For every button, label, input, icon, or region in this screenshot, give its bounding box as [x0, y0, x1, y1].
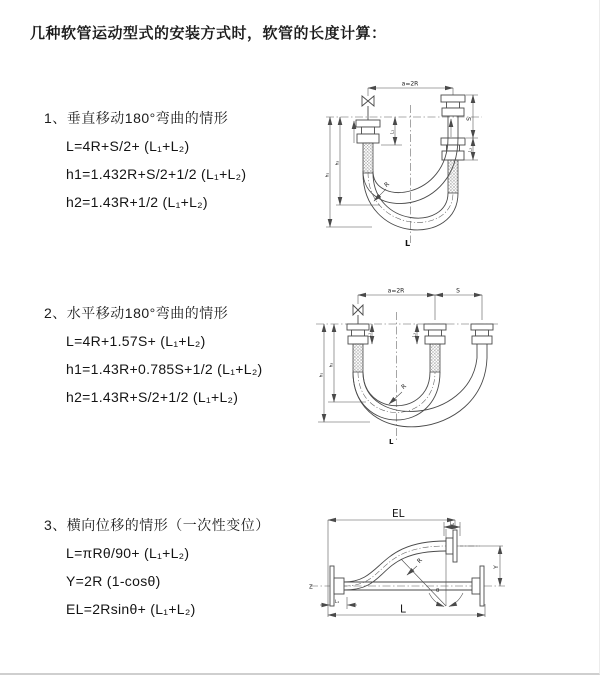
label-y: Y — [493, 565, 500, 569]
extension-ticks-top — [358, 295, 482, 320]
fitting-stub — [334, 578, 344, 594]
pipe-tube — [477, 344, 487, 358]
label-h2: h₂ — [329, 362, 335, 368]
extension-ticks-left — [318, 402, 370, 422]
displaced-hose-position — [344, 530, 457, 590]
radius-leader — [389, 392, 402, 404]
flange-plate — [480, 566, 484, 606]
right-pipe-assembly — [441, 95, 465, 193]
valve-icon — [362, 96, 374, 106]
diagram-horizontal-180-bend — [310, 280, 510, 450]
formula-y: Y=2R (1-cosθ) — [66, 573, 161, 589]
formula-length: L=4R+1.57S+ (L₁+L₂) — [66, 333, 206, 349]
flange-plate — [424, 324, 446, 330]
fitting-stub — [446, 538, 453, 554]
label-anchor-z: Z — [309, 584, 313, 591]
label-s: S — [456, 287, 460, 295]
flange-plate — [471, 324, 493, 330]
fitting-nut — [357, 134, 379, 143]
flange-plate — [356, 120, 380, 127]
label-l1: L₁ — [390, 129, 396, 135]
angle-arrow-right — [449, 593, 463, 607]
formula-h2: h2=1.43R+S/2+1/2 (L₁+L₂) — [66, 389, 239, 405]
fitting-nut-upper — [442, 108, 464, 116]
section-2-heading: 2、水平移动180°弯曲的情形 — [44, 305, 229, 321]
label-l2: L₂ — [468, 147, 474, 153]
radius-callout — [407, 557, 424, 575]
section-vertical-movement — [44, 110, 246, 210]
formula-h1: h1=1.43R+0.785S+1/2 (L₁+L₂) — [66, 361, 263, 377]
fitting-neck — [476, 330, 489, 336]
fitting-stub — [472, 578, 480, 594]
label-l2: L₂ — [449, 522, 455, 527]
label-radius-r: R — [400, 382, 408, 391]
extension-lines — [328, 520, 503, 617]
braid-section — [430, 344, 440, 372]
fitting-neck — [429, 330, 442, 336]
formula-length: L=πRθ/90+ (L₁+L₂) — [66, 545, 190, 561]
braid-section — [363, 143, 373, 173]
fitting-nut — [348, 336, 368, 344]
label-l2: L₂ — [412, 332, 418, 338]
braid-section — [448, 160, 458, 193]
label-a-equals-2r: a=2R — [387, 287, 405, 295]
section-lateral-displacement — [44, 517, 270, 617]
label-l1: L₁ — [334, 600, 340, 605]
label-radius-r: R — [383, 180, 391, 189]
section-horizontal-movement — [44, 305, 263, 405]
label-length-l: L — [389, 438, 394, 446]
braid-section — [353, 344, 363, 372]
middle-pipe-assembly — [424, 324, 446, 372]
label-h2: h₂ — [335, 160, 341, 166]
section-1-heading: 1、垂直移动180°弯曲的情形 — [44, 110, 229, 126]
page-title: 几种软管运动型式的安装方式时，软管的长度计算： — [30, 25, 387, 42]
hose-u-curves — [353, 358, 487, 427]
angle-arrow-left — [429, 593, 444, 607]
formula-el: EL=2Rsinθ+ (L₁+L₂) — [66, 601, 196, 617]
left-pipe-assembly — [347, 305, 369, 372]
valve-icon — [353, 305, 363, 315]
flange-plate — [330, 566, 334, 606]
fitting-nut — [472, 336, 492, 344]
centerlines — [326, 105, 482, 243]
hose-wall-curve — [344, 541, 446, 582]
radius-leader — [407, 566, 417, 575]
flange-plate — [453, 530, 457, 562]
fitting-neck-upper — [447, 102, 460, 108]
label-length-l: L — [405, 239, 411, 248]
label-theta: θ — [436, 588, 440, 594]
label-a-equals-2r: a=2R — [401, 80, 419, 88]
flange-plate-lower — [441, 138, 465, 145]
flange-plate-upper — [441, 95, 465, 102]
pipe-tube — [448, 116, 458, 138]
label-h1: h₁ — [325, 172, 331, 178]
section-3-heading: 3、横向位移的情形（一次性变位） — [44, 517, 270, 533]
left-pipe-assembly — [356, 96, 380, 173]
extension-ticks — [368, 88, 453, 96]
flange-plate — [347, 324, 369, 330]
label-l1: L₁ — [367, 332, 373, 338]
fitting-nut — [425, 336, 445, 344]
dimension-lines — [320, 508, 503, 617]
formula-h1: h1=1.432R+S/2+1/2 (L₁+L₂) — [66, 166, 247, 182]
diagram-lateral-displacement — [300, 500, 520, 640]
angle-reference-line — [401, 556, 446, 606]
right-pipe-assembly-moved — [471, 324, 493, 358]
label-length-l: L — [400, 603, 406, 616]
hose-wall-moved — [353, 358, 487, 427]
formula-length: L=4R+S/2+ (L₁+L₂) — [66, 138, 190, 154]
label-radius-r: R — [415, 556, 424, 565]
dimension-lines — [318, 288, 482, 423]
hose-wall-moved — [363, 358, 477, 411]
diagram-vertical-180-bend — [310, 75, 510, 255]
label-el: EL — [392, 508, 405, 520]
fitting-neck — [362, 127, 375, 134]
formula-h2: h2=1.43R+1/2 (L₁+L₂) — [66, 194, 208, 210]
fitting-neck — [352, 330, 365, 336]
label-s: S — [466, 117, 473, 121]
radius-callout — [389, 383, 408, 404]
label-h1: h₁ — [319, 372, 325, 378]
